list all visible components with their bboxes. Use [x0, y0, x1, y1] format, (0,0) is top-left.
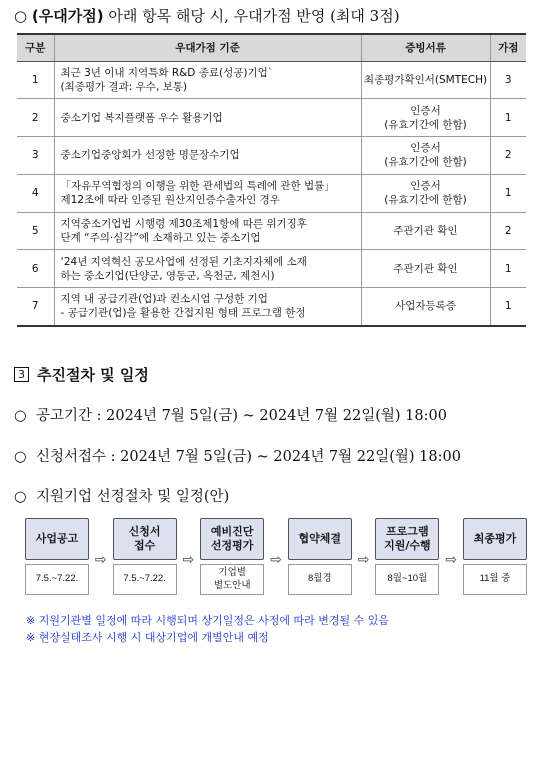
cell-number	[17, 174, 54, 212]
application-period-text: 신청서접수 : 2024년 7월 5일(금) ~ 2024년 7월 22일(월) 18:00	[36, 449, 461, 465]
note-site-inspection: ※ 현장실태조사 시행 시 대상기업에 개별안내 예정	[26, 631, 269, 644]
process-step-title-line: 협약체결	[298, 531, 342, 545]
process-step-title	[113, 518, 177, 560]
flow-arrow-icon: ⇨	[445, 552, 458, 568]
cell-criteria-line: - 공급기관(업)을 활용한 간접지원 형태 프로그램 한정	[60, 307, 306, 320]
process-step-date-line: 별도안내	[213, 579, 251, 591]
cell-points-line: 1	[504, 111, 512, 124]
cell-criteria	[54, 250, 361, 288]
header-category: 구분	[17, 34, 54, 61]
cell-criteria	[54, 212, 361, 250]
process-step-date-line: 8월경	[307, 573, 332, 585]
cell-documents	[361, 288, 490, 326]
cell-number	[17, 288, 54, 326]
process-step-title-line: 지원/수행	[384, 539, 431, 552]
table-row	[17, 288, 526, 326]
process-step-title	[25, 518, 89, 560]
table-row	[17, 61, 526, 99]
selection-process-text: 지원기업 선정절차 및 일정(안)	[36, 489, 230, 505]
section-title: 추진절차 및 일정	[37, 366, 149, 384]
preference-title: (우대가점)	[31, 7, 104, 25]
bullet-circle: ○	[14, 408, 27, 424]
cell-documents-line: 주관기관 확인	[393, 262, 458, 275]
table-row	[17, 137, 526, 175]
cell-criteria	[54, 137, 361, 175]
cell-number	[17, 212, 54, 250]
announcement-period	[14, 404, 447, 425]
cell-documents	[361, 61, 490, 99]
cell-criteria	[54, 174, 361, 212]
cell-points	[490, 288, 526, 326]
process-step	[288, 518, 352, 595]
cell-documents	[361, 212, 490, 250]
flow-arrow-icon: ⇨	[94, 552, 107, 568]
process-step-date-line: 7.5.~7.22.	[123, 573, 166, 585]
process-step	[113, 518, 177, 595]
cell-number-line: 5	[31, 225, 39, 237]
process-step-title-line: 접수	[133, 539, 156, 552]
process-step-date	[375, 564, 439, 595]
process-step-date	[200, 564, 264, 595]
process-step-title	[463, 518, 527, 560]
cell-documents-line: (유효기간에 한함)	[384, 194, 467, 207]
process-step-title	[200, 518, 264, 560]
flow-arrow-icon: ⇨	[182, 552, 195, 568]
cell-number-line: 2	[31, 111, 39, 124]
process-step-date	[288, 564, 352, 595]
cell-criteria-line: 지역중소기업법 시행령 제30조제1항에 따른 위기징후	[60, 217, 307, 230]
cell-points-line: 1	[504, 187, 512, 200]
process-step-title-line: 프로그램	[386, 524, 429, 538]
preference-heading	[14, 5, 400, 26]
section-heading	[14, 364, 149, 385]
cell-number-line: 4	[31, 187, 39, 200]
process-step	[463, 518, 527, 595]
cell-criteria-line: 최근 3년 이내 지역특화 R&D 종료(성공)기업`	[60, 66, 274, 79]
cell-documents	[361, 137, 490, 175]
cell-points	[490, 174, 526, 212]
application-period	[14, 445, 461, 466]
flow-arrow-icon: ⇨	[357, 552, 370, 568]
cell-points	[490, 250, 526, 288]
cell-criteria-line: 제12조에 따라 인증된 원산지인증수출자인 경우	[60, 194, 280, 207]
cell-number-line: 6	[31, 262, 39, 275]
process-step-title	[375, 518, 439, 560]
process-step-date	[113, 564, 177, 595]
process-step-title-line: 예비진단	[210, 524, 254, 538]
cell-number-line: 7	[31, 300, 39, 313]
cell-documents-line: 인증서	[410, 104, 441, 117]
process-step-date	[25, 564, 89, 595]
table-row	[17, 212, 526, 250]
bullet-circle: ○	[14, 489, 27, 505]
header-points: 가점	[490, 34, 526, 61]
cell-number	[17, 250, 54, 288]
cell-number	[17, 137, 54, 175]
table-header-row	[17, 34, 526, 61]
header-documents: 증빙서류	[361, 34, 490, 61]
section-number-box: 3	[14, 367, 29, 382]
cell-criteria	[54, 288, 361, 326]
cell-criteria-line: 단계 “주의·심각”에 소재하고 있는 중소기업	[60, 232, 261, 245]
cell-documents	[361, 99, 490, 137]
process-step-date-line: 11월 중	[479, 573, 511, 585]
cell-criteria-line: 「자유무역협정의 이행을 위한 관세법의 특례에 관한 법률」	[60, 180, 335, 193]
note-schedule-change: ※ 지원기관별 일정에 따라 시행되며 상기일정은 사정에 따라 변경될 수 있음	[26, 614, 389, 627]
cell-points	[490, 137, 526, 175]
selection-process	[14, 485, 229, 506]
cell-points-line: 1	[504, 300, 512, 313]
preference-criteria-table	[17, 33, 526, 327]
cell-number	[17, 61, 54, 99]
cell-criteria	[54, 99, 361, 137]
cell-documents-line: 인증서	[410, 180, 441, 193]
cell-points	[490, 99, 526, 137]
process-step	[25, 518, 89, 595]
process-step	[200, 518, 264, 595]
header-criteria: 우대가점 기준	[54, 34, 361, 61]
process-step-title-line: 신청서	[128, 524, 161, 538]
cell-criteria-line: 하는 중소기업(단양군, 영동군, 옥천군, 제천시)	[60, 269, 275, 282]
cell-points-line: 3	[504, 73, 512, 86]
cell-criteria-line: 중소기업 복지플랫폼 우수 활용기업	[60, 111, 223, 124]
cell-points-line: 1	[504, 262, 512, 275]
cell-documents-line: 인증서	[410, 142, 441, 155]
cell-criteria-line: 지역 내 공급기관(업)과 컨소시엄 구성한 기업	[60, 293, 268, 306]
bullet-circle: ○	[14, 7, 28, 25]
cell-points	[490, 212, 526, 250]
cell-criteria	[54, 61, 361, 99]
cell-documents-line: (유효기간에 한함)	[384, 118, 467, 131]
process-step-title	[288, 518, 352, 560]
process-step-title-line: 최종평가	[473, 531, 517, 545]
cell-number-line: 3	[31, 149, 39, 162]
process-step-date-line: 기업별	[218, 567, 246, 579]
cell-criteria-line: (최종평가 결과: 우수, 보통)	[60, 80, 188, 93]
cell-documents	[361, 250, 490, 288]
process-step-title-line: 선정평가	[210, 539, 254, 552]
announcement-period-text: 공고기간 : 2024년 7월 5일(금) ~ 2024년 7월 22일(월) 18:00	[36, 408, 447, 424]
cell-documents-line: (유효기간에 한함)	[384, 156, 467, 169]
table-row	[17, 250, 526, 288]
preference-description: 아래 항목 해당 시, 우대가점 반영 (최대 3점)	[108, 7, 400, 25]
cell-number	[17, 99, 54, 137]
table-row	[17, 99, 526, 137]
process-step-date-line: 8월~10월	[387, 573, 428, 585]
cell-points	[490, 61, 526, 99]
flow-arrow-icon: ⇨	[270, 552, 282, 568]
process-step-date	[463, 564, 527, 595]
cell-number-line: 1	[31, 73, 39, 86]
process-step-title-line: 사업공고	[35, 531, 79, 545]
cell-documents-line: 최종평가확인서(SMTECH)	[363, 73, 488, 86]
process-flow	[25, 518, 527, 595]
cell-documents-line: 주관기관 확인	[393, 225, 458, 237]
cell-criteria-line: ‘24년 지역혁신 공모사업에 선정된 기초지자체에 소재	[60, 255, 307, 268]
cell-criteria-line: 중소기업중앙회가 선정한 명문장수기업	[60, 149, 240, 162]
cell-points-line: 2	[504, 225, 512, 237]
process-step-date-line: 7.5.~7.22.	[35, 573, 79, 585]
process-step	[375, 518, 439, 595]
cell-points-line: 2	[504, 149, 512, 162]
cell-documents-line: 사업자등록증	[395, 300, 456, 313]
bullet-circle: ○	[14, 449, 27, 465]
cell-documents	[361, 174, 490, 212]
table-row	[17, 174, 526, 212]
